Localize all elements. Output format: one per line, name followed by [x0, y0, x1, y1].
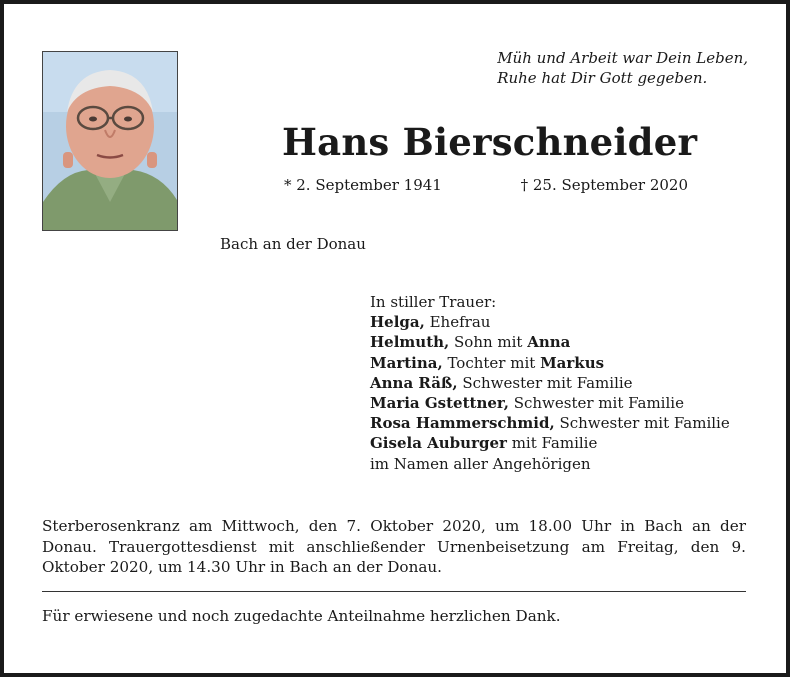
- motto-verse: [497, 48, 748, 88]
- mourner-entry: Maria Gstettner, Schwester mit Familie: [370, 394, 684, 413]
- death-date: † 25. September 2020: [520, 176, 688, 194]
- deceased-name: Hans Bierschneider: [282, 120, 698, 164]
- life-dates: [284, 176, 688, 194]
- mourner-entry: Martina, Tochter mit Markus: [370, 353, 605, 372]
- mourner-entry: Rosa Hammerschmid, Schwester mit Familie: [370, 414, 730, 433]
- divider: [42, 591, 746, 592]
- motto-line-2: Ruhe hat Dir Gott gegeben.: [497, 69, 708, 87]
- mourner-entry: Helmuth, Sohn mit Anna: [370, 333, 571, 352]
- residence-place: Bach an der Donau: [220, 235, 366, 253]
- service-notice: Sterberosenkranz am Mittwoch, den 7. Oktober 2020, um 18.00 Uhr in Bach an der Donau. Trauergottesdienst mit anschließender Urnenbeisetzung am Freitag, den 9. Oktober 2020, um 14.30 Uhr in Bach an der Donau.: [42, 517, 746, 576]
- birth-date: * 2. September 1941: [284, 176, 442, 194]
- mourning-heading: In stiller Trauer:: [370, 293, 497, 311]
- motto-line-1: Müh und Arbeit war Dein Leben,: [497, 49, 748, 67]
- thanks-note: Für erwiesene und noch zugedachte Anteilnahme herzlichen Dank.: [42, 607, 561, 625]
- mourning-closing: im Namen aller Angehörigen: [370, 454, 591, 473]
- mourner-entry: Helga, Ehefrau: [370, 313, 491, 332]
- mourner-entry: Anna Räß, Schwester mit Familie: [370, 373, 633, 392]
- mourner-entry: Gisela Auburger mit Familie: [370, 434, 598, 453]
- mourners-list: [370, 292, 730, 474]
- portrait-image: [43, 52, 177, 230]
- portrait-photo: [42, 51, 178, 231]
